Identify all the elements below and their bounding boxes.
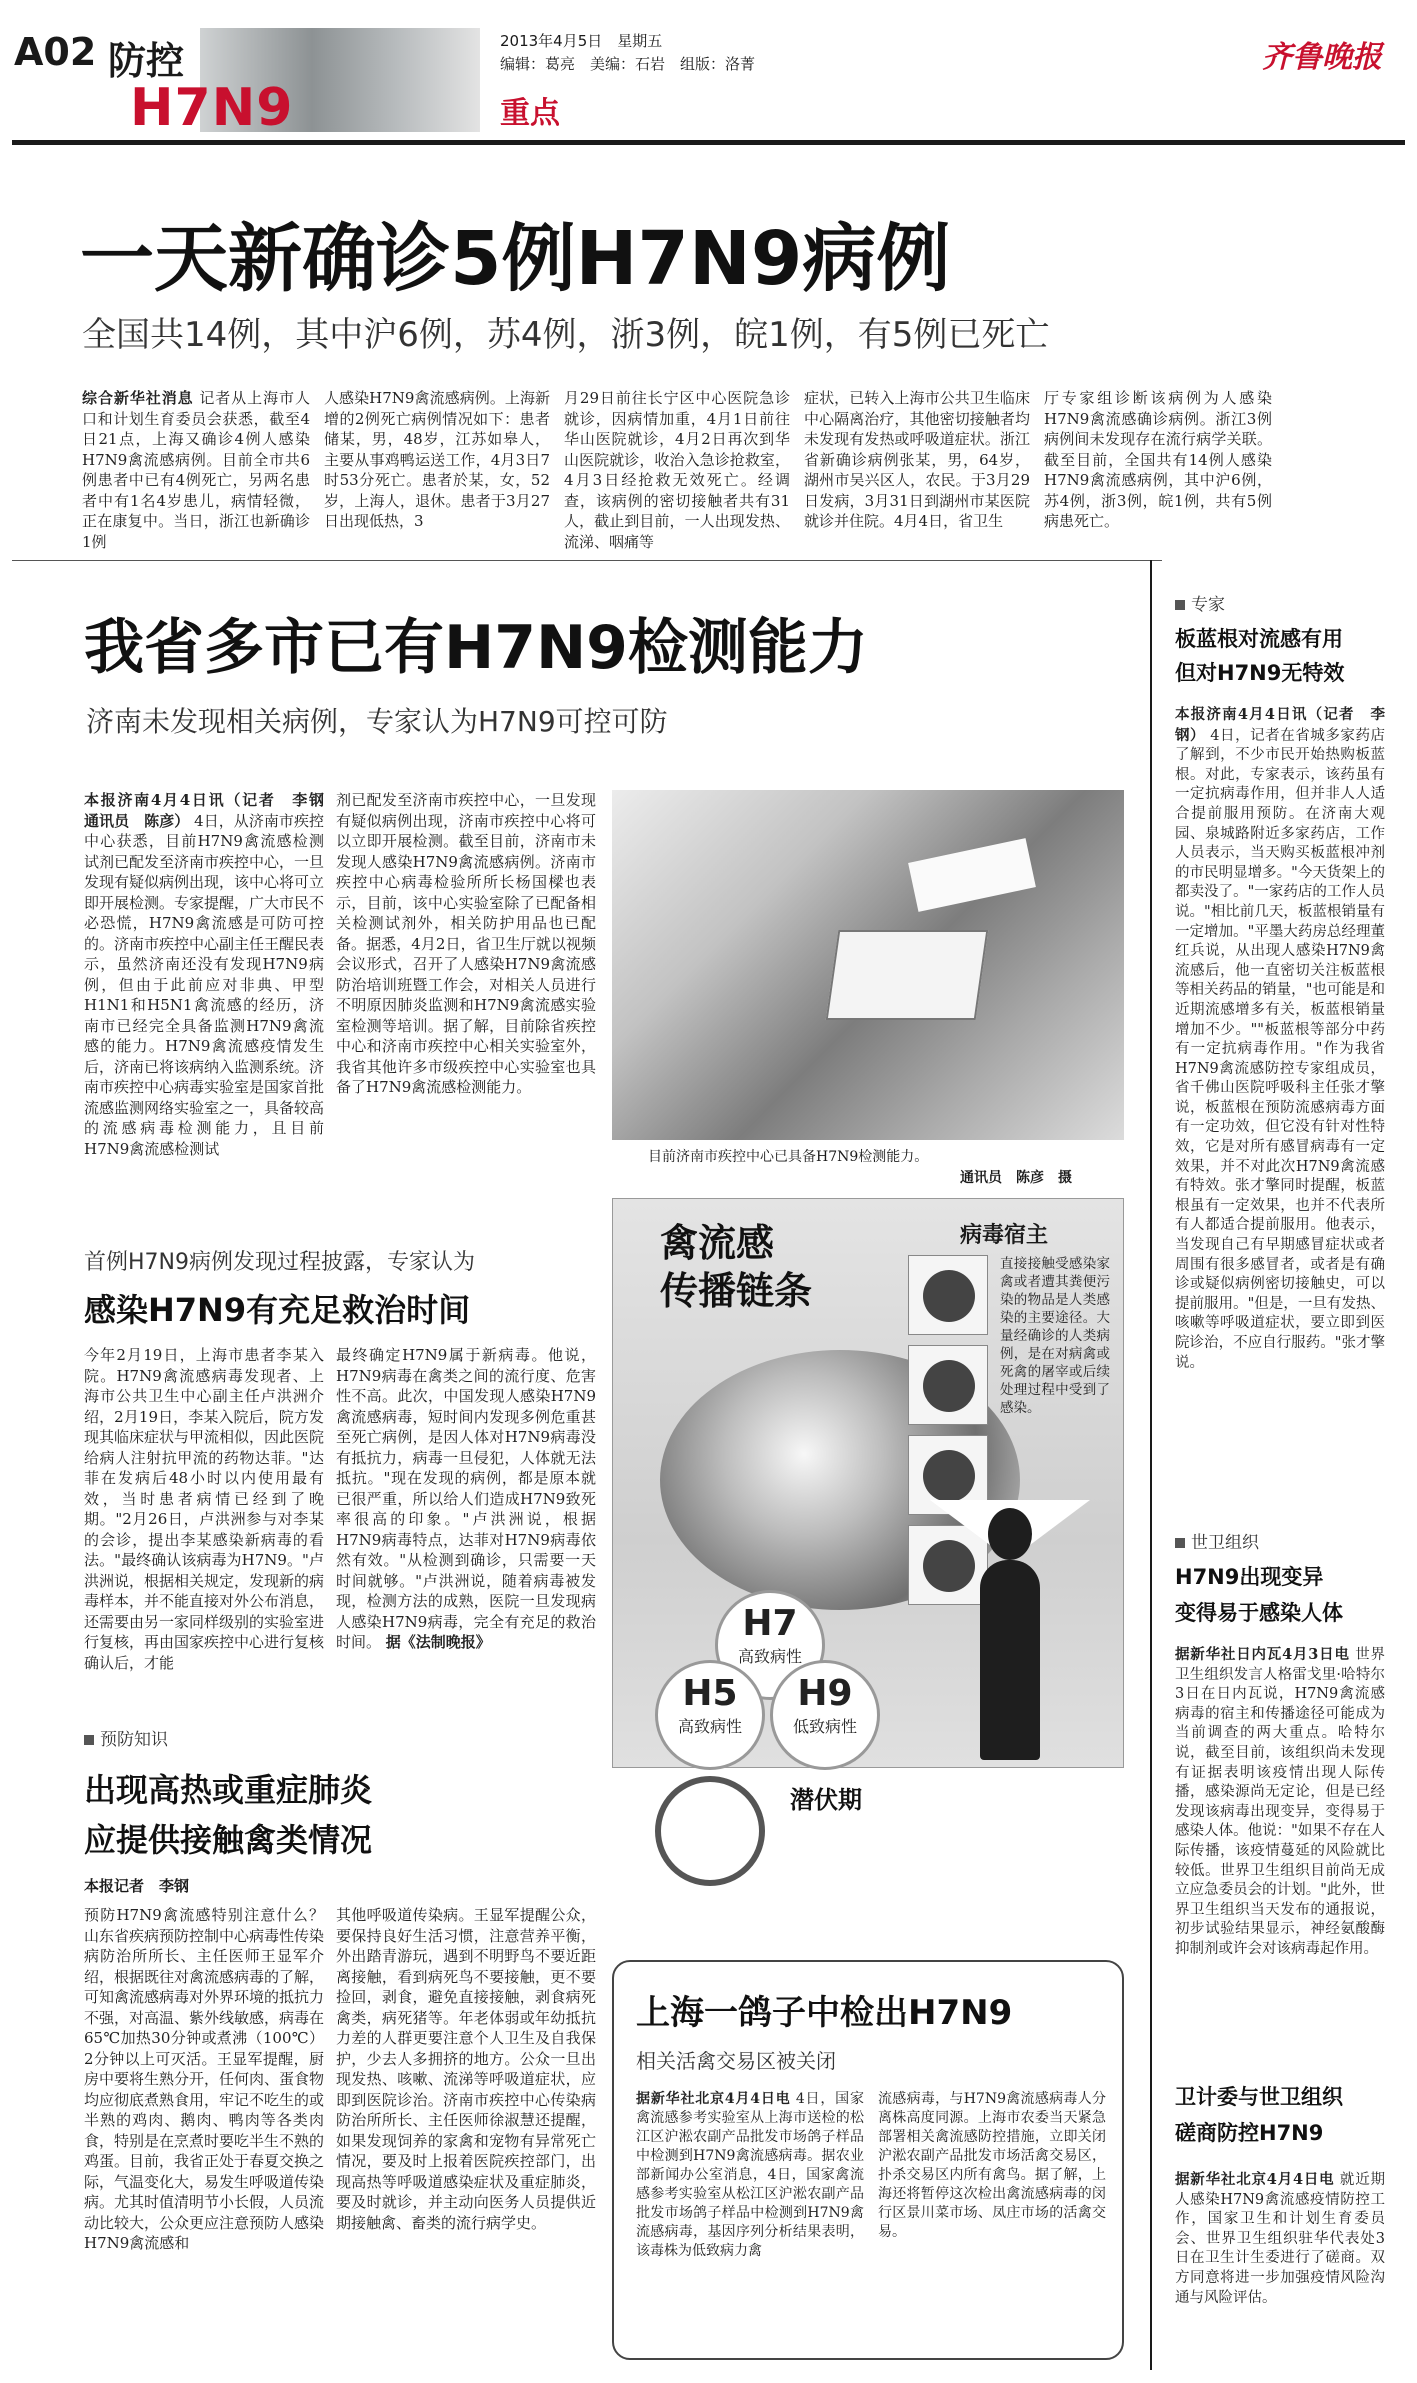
story2-column-1 [84,790,340,1159]
host-text: 直接接触受感染家禽或者遭其粪便污染的物品是人类感染的主要途径。大量经确诊的人类病例，是在对病禽或死禽的屠宰或后续处理过程中受到了感染。 [1000,1256,1110,1416]
story2-subheadline: 济南未发现相关病例，专家认为H7N9可控可防 [86,705,668,738]
who-text: 世界卫生组织发言人格雷戈里·哈特尔3日在日内瓦说，H7N9禽流感病毒的宿主和传播途径可能成为当前调查的两大重点。哈特尔说，截至目前，该组织尚未发现有证据表明该疫情出现人际传播，感染源尚无定论，但是已经发现该病毒出现变异，变得易于感染人体。他说："如果不存在人际传播，该疫情蔓延的风险就比较低。世界卫生组织目前尚无成立应急委员会的计划。"此外，世界卫生组织当天发布的通报说，初步试验结果显示，神经氨酸酶抑制剂或许会对该病毒起作用。 [1175,1647,1386,1957]
who-headline-line1: H7N9出现变异 [1175,1565,1324,1589]
lead-column-3: 月29日前往长宁区中心医院急诊就诊，因病情加重，4月1日前往华山医院就诊，4月2日再次到华山医院就诊，收治入急诊抢救室，4月3日经抢救无效死亡。经调查，该病例的密切接触者共有31人，截止到目前，一人出现发热、流涕、咽痛等 [564,389,790,551]
infographic-title-line2: 传播链条 [660,1269,813,1313]
expert-text: 4日，记者在省城多家药店了解到，不少市民开始热购板蓝根。对此，专家表示，该药虽有一定抗病毒作用，但并非人人适合提前服用预防。在济南大观园、泉城路附近多家药店，工作人员表示，当天购买板蓝根冲剂的市民明显增多。"今天货架上的都卖没了。"一家药店的工作人员说。"相比前几天，板蓝根销量有一定增加。"平墨大药房总经理董红兵说，从出现人感染H7N9禽流感后，他一直密切关注板蓝根等相关药品的销量，"也可能是和近期流感增多有关，板蓝根销量增加不少。""板蓝根等部分中药有一定抗病毒作用。"作为我省H7N9禽流感防控专家组成员，省千佛山医院呼吸科主任张才擎说，板蓝根在预防流感病毒方面有一定功效，但它没有针对性特效，它是对所有感冒病毒有一定效果，并不对此次H7N9禽流感有特效。张才擎同时提醒，板蓝根虽有一定效果，也并不代表所有人都适合提前服用。他表示，当发现自己有早期感冒症状或者周围有很多感冒者，或者是有确诊或疑似病例密切接触史，可以提前服用。"但是，一旦有发热、咳嗽等呼吸道症状，要立即到医院诊治，不应自行服药。"张才擎说。 [1175,727,1385,1371]
duck-icon [908,1345,988,1425]
story5-subheadline: 相关活禽交易区被关闭 [636,2049,836,2073]
page-number: A02 [14,30,97,74]
lead-column-5: 厅专家组诊断该病例为人感染H7N9禽流感确诊病例。浙江3例病例间未发现存在流行病学关联。截至目前，全国共有14例人感染H7N9禽流感病例，其中沪6例，苏4例，浙3例，皖1例，共有5例病患死亡。 [1044,389,1272,530]
expert-tag: 专家 [1175,590,1225,615]
lead-subheadline: 全国共14例，其中沪6例，苏4例，浙3例，皖1例，有5例已死亡 [82,315,1050,355]
lead-byline: 综合新华社消息 [82,389,194,407]
h7-name: H7 [742,1603,798,1644]
photo-caption: 目前济南市疾控中心已具备H7N9检测能力。 [648,1149,929,1165]
story3-text-2: 最终确定H7N9属于新病毒。他说，H7N9病毒在禽类之间的流行度、危害性不高。此次，中国发现人感染H7N9禽流感病毒，短时间内发现多例危重甚至死亡病例，是因人体对H7N9病毒没有抵抗力，病毒一旦侵犯，人体就无法抵抗。"现在发现的病例，都是原本就已很严重，所以给人们造成H7N9致死率很高的印象。"卢洪洲说，根据H7N9病毒特点，达菲对H7N9病毒依然有效。"从检测到确诊，只需要一天时间就够。"卢洪洲说，随着病毒被发现，检测方法的成熟，医院一旦发现病人感染H7N9病毒，完全有充足的救治时间。 [336,1346,596,1651]
h9-name: H9 [797,1673,853,1714]
story3-source: 据《法制晚报》 [385,1633,491,1651]
story4-headline-line2: 应提供接触禽类情况 [84,1821,373,1859]
divider [12,560,1162,561]
story4-tag: 预防知识 [84,1725,168,1750]
header-rule [12,140,1405,145]
lead-text-1: 记者从上海市人口和计划生育委员会获悉，截至4日21点，上海又确诊4例人感染H7N9禽流感病例。目前全市共6例患者中已有4例死亡，另两名患者中有1名4岁患儿，病情轻微，正在康复中。当日，浙江也新确诊1例 [82,389,310,551]
incubation-title: 潜伏期 [790,1786,862,1814]
focus-label: 重点 [500,96,560,131]
who-byline: 据新华社日内瓦4月3日电 [1175,1646,1350,1663]
h7-desc: 高致病性 [737,1647,802,1666]
newspaper-logo: 齐鲁晚报 [1262,40,1382,75]
who-tag: 世卫组织 [1175,1528,1259,1553]
person-head-icon [988,1508,1032,1560]
issue-date: 2013年4月5日 星期五 [500,32,663,50]
story4-headline-line1: 出现高热或重症肺炎 [84,1771,373,1809]
expert-headline-line2: 但对H7N9无特效 [1175,661,1345,685]
story2-byline: 本报济南4月4日讯（记者 李钢 通讯员 陈彦） [84,791,340,830]
expert-body [1175,705,1385,1373]
h5-bubble [655,1660,765,1770]
lead-column-2: 人感染H7N9禽流感病例。上海新增的2例死亡病例情况如下：患者储某，男，48岁，江苏如皋人，主要从事鸡鸭运送工作，4月3日7时53分死亡。患者於某，女，52岁，上海人，退休。患者于3月27日出现低热，3 [324,389,550,530]
story3-headline: 感染H7N9有充足救治时间 [84,1291,471,1329]
story5-text-1: 4日，国家禽流感参考实验室从上海市送检的松江区沪淞农副产品批发市场鸽子样品中检测到H7N9禽流感病毒。据农业部新闻办公室消息，4日，国家禽流感参考实验室从松江区沪淞农副产品批发市场鸽子样品中检测到H7N9禽流感病毒，基因序列分析结果表明，该毒株为低致病力禽 [636,2091,865,2259]
story5-headline: 上海一鸽子中检出H7N9 [636,1993,1013,2033]
lead-column-4: 症状，已转入上海市公共卫生临床中心隔离治疗，其他密切接触者均未发现有发热或呼吸道症状。浙江省新确诊病例张某，男，64岁，湖州市吴兴区人，农民。于3月29日发病，3月31日到湖州市某医院就诊并住院。4月4日，省卫生 [804,389,1030,530]
story5-byline: 据新华社北京4月4日电 [636,2091,791,2107]
h9-bubble [770,1660,880,1770]
coop-body [1175,2170,1385,2308]
story2-column-2: 剂已配发至济南市疾控中心，一旦发现有疑似病例出现，济南市疾控中心将可以立即开展检测。截至目前，济南市未发现人感染H7N9禽流感病例。济南市疾控中心病毒检验所所长杨国樑也表示，目前，该中心实验室除了已配备相关检测试剂外，相关防护用品也已配备。据悉，4月2日，省卫生厅就以视频会议形式，召开了人感染H7N9禽流感防治培训班暨工作会，对相关人员进行不明原因肺炎监测和H7N9禽流感实验室检测等培训。据了解，目前除省疾控中心和济南市疾控中心相关实验室外，我省其他许多市级疾控中心实验室也具备了H7N9禽流感检测能力。 [336,791,596,1096]
story4-column-2: 其他呼吸道传染病。王显军提醒公众，要保持良好生活习惯，注意营养平衡，外出踏青游玩，遇到不明野鸟不要近距离接触，看到病死鸟不要接触，更不要捡回，剥食，避免直接接触，剥食病死禽类，病死猪等。年老体弱或年幼抵抗力差的人群更要注意个人卫生及自我保护，少去人多拥挤的地方。公众一旦出现发热、咳嗽、流涕等呼吸道症状，应即到医院诊治。济南市疾控中心传染病防治所所长、主任医师徐淑慧还提醒，如果发现饲养的家禽和宠物有异常死亡情况，要及时上报着医院疾控部门，出现高热等呼吸道感染症状及重症肺炎，要及时就诊，并主动向医务人员提供近期接触禽、畜类的流行病学史。 [336,1906,596,2232]
chicken-icon [908,1255,988,1335]
coop-headline-line1: 卫计委与世卫组织 [1175,2085,1343,2109]
coop-headline-line2: 磋商防控H7N9 [1175,2121,1324,2145]
expert-byline: 本报济南4月4日讯（记者 李钢） [1175,706,1385,744]
expert-headline-line1: 板蓝根对流感有用 [1175,627,1343,651]
h5-name: H5 [682,1673,738,1714]
story2-text-1: 4日，从济南市疾控中心获悉，目前H7N9禽流感检测试剂已配发至济南市疾控中心，一旦发现有疑似病例出现，该中心将可立即开展检测。专家提醒，广大市民不必恐慌，H7N9禽流感是可防可控的。济南市疾控中心副主任王醒民表示，虽然济南还没有发现H7N9病例，但由于此前应对非典、甲型H1N1和H5N1禽流感的经历，济南市已经完全具备监测H7N9禽流感的能力。H7N9禽流感疫情发生后，济南已将该病纳入监测系统。济南市疾控中心病毒实验室是国家首批流感监测网络实验室之一，具备较高的流感病毒检测能力，且目前H7N9禽流感检测试 [84,811,325,1158]
coop-byline: 据新华社北京4月4日电 [1175,2171,1335,2188]
infographic-title-line1: 禽流感 [660,1221,775,1265]
story3-kicker: 首例H7N9病例发现过程披露，专家认为 [84,1250,475,1275]
lead-column-1 [82,388,310,552]
who-body [1175,1645,1385,1960]
story3-column-1: 今年2月19日，上海市患者李某入院。H7N9禽流感病毒发现者、上海市公共卫生中心副主任卢洪洲介绍，2月19日，李某入院后，院方发现其临床症状与甲流相似，因此医院给病人注射抗甲流的药物达菲。"达菲在发病后48小时以内使用最有效，当时患者病情已经到了晚期。"2月26日，卢洪洲参与对李某的会诊，提出李某感染新病毒的看法。"最终确认该病毒为H7N9。"卢洪洲说，根据相关规定，发现新的病毒样本，并不能直接对外公布消息，还需要由另一家同样级别的实验室进行复核，再由国家疾控中心进行复核确认后，才能 [84,1346,325,1672]
story5-column-1 [636,2090,864,2261]
lab-photo [612,790,1124,1140]
story5-column-2: 流感病毒，与H7N9禽流感病毒人分离株高度同源。上海市农委当天紧急部署相关禽流感防控措施，立即关闭沪淞农副产品批发市场活禽交易区，扑杀交易区内所有禽鸟。据了解，上海还将暂停这次检出禽流感病毒的闵行区景川菜市场、凤庄市场的活禽交易。 [878,2091,1106,2240]
coop-text: 就近期人感染H7N9禽流感疫情防控工作，国家卫生和计划生育委员会、世界卫生组织驻华代表处3日在卫生计生委进行了磋商。双方同意将进一步加强疫情风险沟通与风险评估。 [1175,2172,1386,2306]
stopwatch-icon [655,1776,765,1886]
h9-desc: 低致病性 [792,1717,857,1736]
host-title: 病毒宿主 [960,1223,1049,1248]
lead-headline: 一天新确诊5例H7N9病例 [80,216,951,302]
section-name: 防控 [108,39,185,83]
story4-column-1: 预防H7N9禽流感特别注意什么？山东省疾病预防控制中心病毒性传染病防治所所长、主任医师王显军介绍，根据既往对禽流感病毒的了解，可知禽流感病毒对外界环境的抵抗力不强，对高温、紫外线敏感，病毒在65℃加热30分钟或煮沸（100℃）2分钟以上可灭活。王显军提醒，厨房中要将生熟分开，任何肉、蛋食物均应彻底煮熟食用，牢记不吃生的或半熟的鸡肉、鹅肉、鸭肉等各类肉食，特别是在烹煮时要吃半生不熟的鸡蛋。目前，我省正处于春夏交换之际，气温变化大，易发生呼吸道传染病。尤其时值清明节小长假，人员流动比较大，公众更应注意预防人感染H7N9禽流感和 [84,1906,325,2252]
photo-credit: 通讯员 陈彦 摄 [960,1170,1072,1186]
h5-desc: 高致病性 [677,1717,742,1736]
story3-column-2 [336,1345,596,1653]
who-headline-line2: 变得易于感染人体 [1175,1601,1343,1625]
story4-byline: 本报记者 李钢 [84,1877,190,1895]
editor-credits: 编辑：葛亮 美编：石岩 组版：洛菁 [500,55,756,73]
story2-headline: 我省多市已有H7N9检测能力 [84,613,868,683]
person-silhouette-icon [980,1560,1040,1760]
sidebar-divider [1150,560,1152,2370]
section-topic: H7N9 [130,78,294,138]
